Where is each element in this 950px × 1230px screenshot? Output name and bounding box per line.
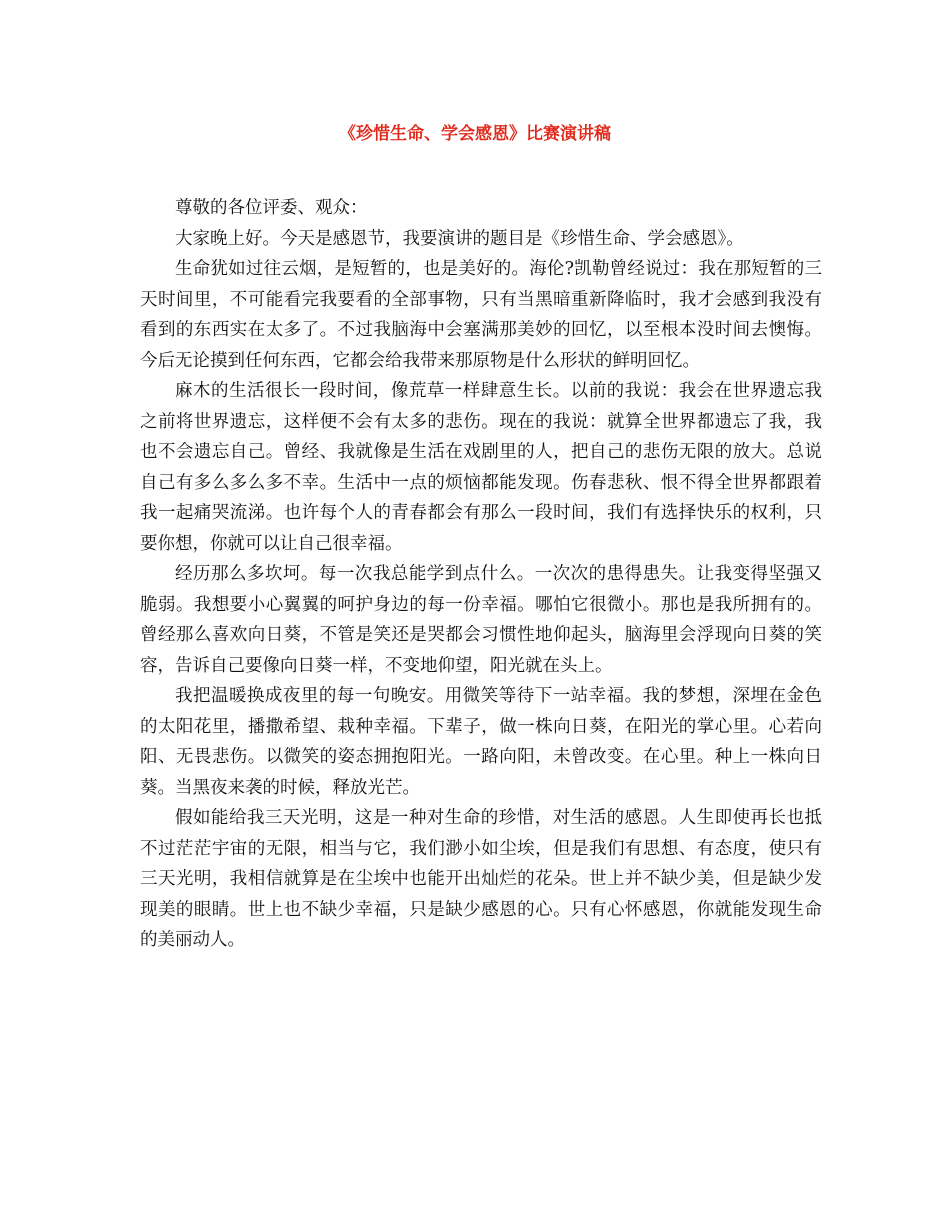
paragraph-life: 生命犹如过往云烟，是短暂的，也是美好的。海伦?凯勒曾经说过：我在那短暂的三天时间里，不可能看完我要看的全部事物，只有当黑暗重新降临时，我才会感到我没有看到的东西实在太多了。不过我脑海中会塞满那美妙的回忆，以至根本没时间去懊悔。今后无论摸到任何东西，它都会给我带来那原物是什么形状的鲜明回忆。 [140,259,822,371]
document-title: 《珍惜生命、学会感恩》比赛演讲稿 [339,124,611,144]
paragraph-opening: 大家晚上好。今天是感恩节，我要演讲的题目是《珍惜生命、学会感恩》。 [175,228,744,249]
paragraph-sunflower: 我把温暖换成夜里的每一句晚安。用微笑等待下一站幸福。我的梦想，深埋在金色的太阳花里，播撒希望、栽种幸福。下辈子，做一株向日葵，在阳光的掌心里。心若向阳、无畏悲伤。以微笑的姿态拥抱阳光。一路向阳，未曾改变。在心里。种上一株向日葵。当黑夜来袭的时候，释放光芒。 [140,686,822,798]
document-body [140,193,822,956]
paragraph-greeting: 尊敬的各位评委、观众： [175,198,368,218]
paragraph-numb-life: 麻木的生活很长一段时间，像荒草一样肆意生长。以前的我说：我会在世界遗忘我之前将世界遗忘，这样便不会有太多的悲伤。现在的我说：就算全世界都遗忘了我，我也不会遗忘自己。曾经、我就像是生活在戏剧里的人，把自己的悲伤无限的放大。总说自己有多么多么多不幸。生活中一点的烦恼都能发现。伤春悲秋、恨不得全世界都跟着我一起痛哭流涕。也许每个人的青春都会有那么一段时间，我们有选择快乐的权利，只要你想，你就可以让自己很幸福。 [140,381,822,554]
paragraph-conclusion: 假如能给我三天光明，这是一种对生命的珍惜，对生活的感恩。人生即使再长也抵不过茫茫宇宙的无限，相当与它，我们渺小如尘埃，但是我们有思想、有态度，使只有三天光明，我相信就算是在尘埃中也能开出灿烂的花朵。世上并不缺少美，但是缺少发现美的眼睛。世上也不缺少幸福，只是缺少感恩的心。只有心怀感恩，你就能发现生命的美丽动人。 [140,808,822,950]
paragraph-hardships: 经历那么多坎坷。每一次我总能学到点什么。一次次的患得患失。让我变得坚强又脆弱。我想要小心翼翼的呵护身边的每一份幸福。哪怕它很微小。那也是我所拥有的。曾经那么喜欢向日葵，不管是笑还是哭都会习惯性地仰起头，脑海里会浮现向日葵的笑容，告诉自己要像向日葵一样，不变地仰望，阳光就在头上。 [140,564,822,676]
